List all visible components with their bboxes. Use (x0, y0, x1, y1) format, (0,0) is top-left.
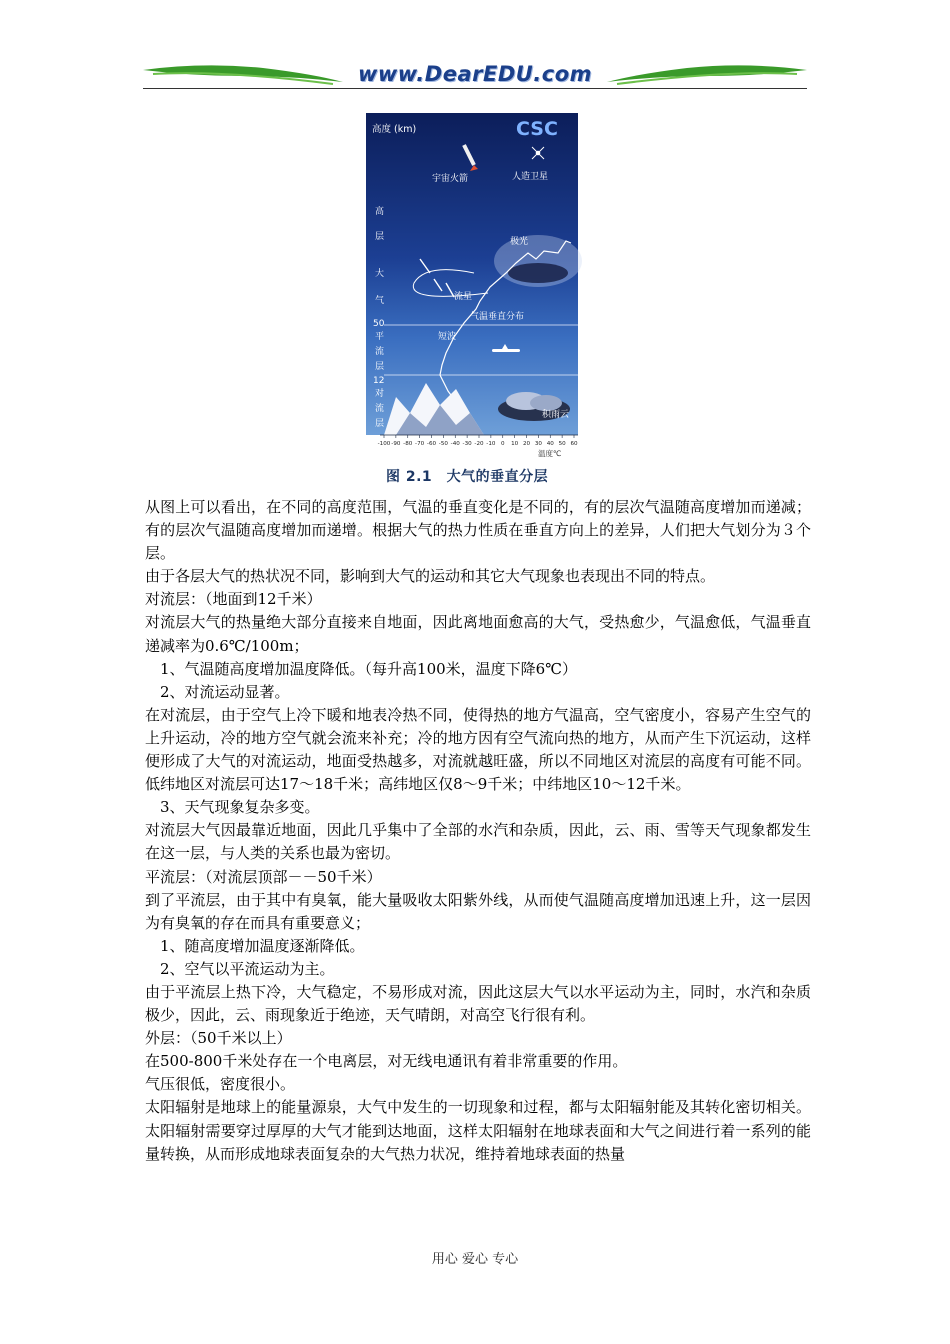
rocket-label: 宇宙火箭 (432, 174, 469, 184)
aurora-cloud (508, 263, 568, 283)
paragraph: 太阳辐射是地球上的能量源泉，大气中发生的一切现象和过程，都与太阳辐射能及其转化密切相关。太阳辐射需要穿过厚厚的大气才能到达地面，这样太阳辐射在地球表面和大气之间进行着一系列的能量转换，从而形成地球表面复杂的大气热力状况，维持着地球表面的热量 (145, 1098, 811, 1163)
section-heading-stratosphere: 平流层：（对流层顶部－－50千米） (145, 867, 382, 886)
paragraph: 由于平流层上热下冷，大气稳定，不易形成对流，因此这层大气以水平运动为主，同时，水汽和杂质极少，因此，云、雨现象近于绝迹，天气晴朗，对高空飞行很有利。 (145, 982, 811, 1025)
x-tick-label: 40 (546, 441, 554, 447)
side-label: 高 (375, 207, 385, 217)
x-tick-label: 60 (570, 441, 578, 447)
paragraph: 气压很低，密度很小。 (145, 1075, 296, 1094)
x-tick-label: 30 (534, 441, 542, 447)
x-tick-label: 50 (558, 441, 566, 447)
side-label: 平 (375, 332, 385, 342)
x-tick-label: 20 (522, 441, 531, 447)
page-header (143, 56, 807, 96)
x-tick-label: -70 (415, 441, 425, 447)
x-tick-label: -100 (377, 441, 391, 447)
header-rule (143, 88, 807, 89)
list-item: 1、气温随高度增加温度降低。（每升高100米，温度下降6℃） (160, 659, 577, 678)
paragraph: 对流层大气因最靠近地面，因此几乎集中了全部的水汽和杂质，因此，云、雨、雪等天气现象都发生在这一层，与人类的关系也最为密切。 (145, 821, 811, 863)
x-tick-label: -60 (426, 441, 437, 447)
side-label: 流 (375, 347, 385, 357)
paragraph: 对流层大气的热量绝大部分直接来自地面，因此离地面愈高的大气，受热愈少，气温愈低，气温垂直递减率为0.6℃/100m； (145, 613, 811, 655)
side-label: 层 (375, 419, 385, 429)
brand-logo: CSC (516, 118, 558, 140)
side-label: 12 (373, 376, 385, 386)
list-item: 2、对流运动显著。 (160, 682, 290, 701)
x-tick-label: -80 (403, 441, 413, 447)
page-footer: 用心 爱心 专心 (431, 1252, 519, 1267)
section-heading-troposphere: 对流层：（地面到12千米） (145, 590, 322, 609)
x-axis-label: 温度℃ (538, 449, 562, 458)
x-tick-label: 0 (500, 441, 505, 447)
list-item: 1、随高度增加温度逐渐降低。 (160, 936, 365, 955)
cumulonimbus-label: 积雨云 (542, 410, 570, 420)
figure-caption: 图 2.1 大气的垂直分层 (386, 469, 549, 485)
paragraph: 到了平流层，由于其中有臭氧，能大量吸收太阳紫外线，从而使气温随高度增加迅速上升，这一层因为有臭氧的存在而具有重要意义； (145, 890, 811, 932)
site-logo[interactable]: www.DearEDU.com (357, 62, 593, 86)
x-tick-label: 10 (511, 441, 519, 447)
section-heading-outer-layer: 外层：（50千米以上） (145, 1029, 292, 1048)
side-label: 气 (375, 296, 385, 306)
meteor-label: 流星 (454, 292, 473, 302)
side-label: 流 (375, 404, 385, 414)
side-label: 层 (375, 232, 385, 242)
list-item: 3、天气现象复杂多变。 (160, 798, 320, 817)
side-label: 层 (375, 362, 385, 372)
temp-profile-label: 气温垂直分布 (470, 312, 525, 322)
aurora-label: 极光 (510, 237, 529, 247)
article-body (145, 496, 811, 1166)
shortwave-label: 短波 (438, 332, 457, 342)
x-tick-label: -20 (474, 441, 484, 447)
side-label: 50 (373, 319, 385, 329)
satellite-label: 人造卫星 (512, 172, 549, 182)
x-tick-label: -90 (391, 441, 401, 447)
paragraph: 由于各层大气的热状况不同，影响到大气的运动和其它大气现象也表现出不同的特点。 (145, 567, 716, 586)
x-axis-ticks (378, 435, 578, 447)
x-tick-label: -50 (438, 441, 448, 447)
paragraph: 在500-800千米处存在一个电离层，对无线电通讯有着非常重要的作用。 (145, 1052, 628, 1071)
side-label: 对 (375, 389, 385, 399)
side-label: 大 (375, 269, 385, 279)
x-tick-label: -10 (486, 441, 496, 447)
list-item: 2、空气以平流运动为主。 (160, 959, 335, 978)
x-tick-label: -30 (462, 441, 472, 447)
paragraph: 在对流层，由于空气上冷下暖和地表冷热不同，使得热的地方气温高，空气密度小，容易产生空气的上升运动，冷的地方空气就会流来补充；冷的地方因有空气流向热的地方，从而产生下沉运动，这样便形成了大气的对流运动，地面受热越多，对流就越旺盛，所以不同地区对流层的高度有可能不同。低纬地区对流层可达17～18千米；高纬地区仅8～9千米；中纬地区10～12千米。 (145, 705, 811, 794)
x-tick-label: -40 (450, 441, 460, 447)
atmosphere-diagram (366, 113, 592, 463)
paragraph: 从图上可以看出，在不同的高度范围，气温的垂直变化是不同的，有的层次气温随高度增加而递减；有的层次气温随高度增加而递增。根据大气的热力性质在垂直方向上的差异，人们把大气划分为３个层。 (145, 498, 811, 563)
atmosphere-figure (366, 113, 592, 493)
y-axis-label: 高度 (km) (372, 124, 417, 135)
